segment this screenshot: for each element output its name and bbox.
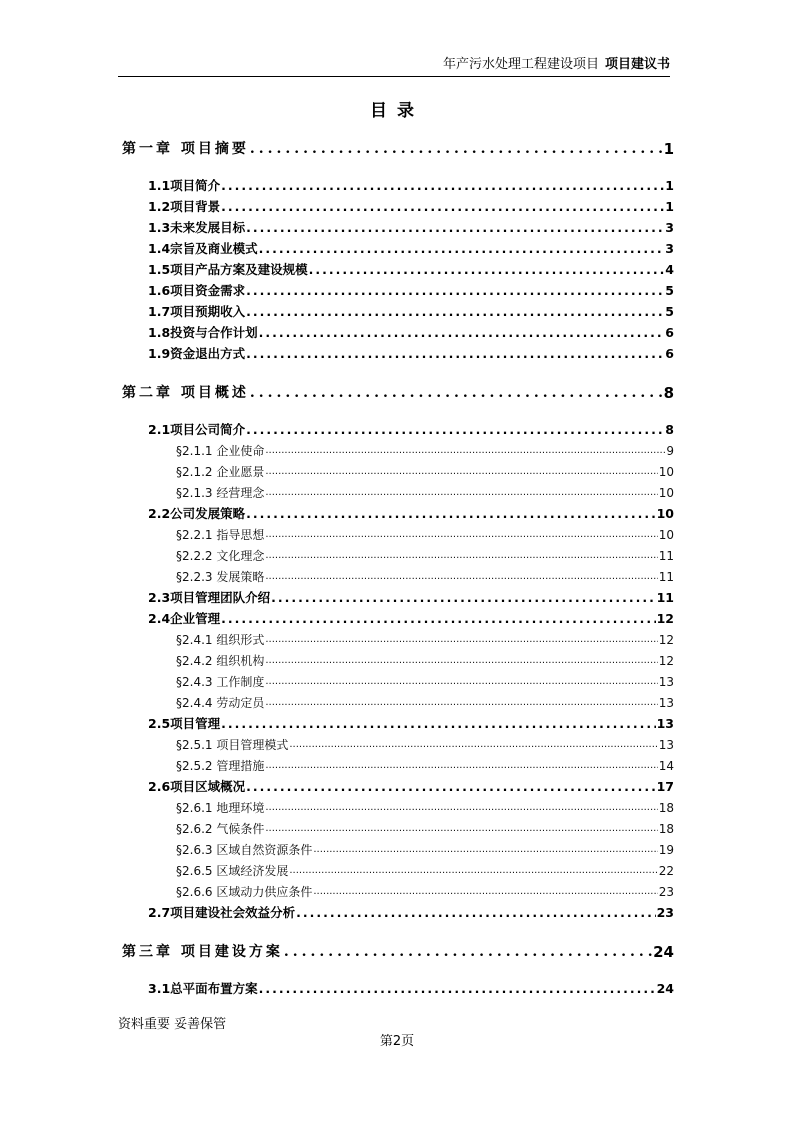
toc-entry-page: 1 xyxy=(665,178,674,193)
toc-sub-entry[interactable] xyxy=(176,483,674,503)
toc-sub-entry[interactable] xyxy=(176,672,674,692)
toc-chapter-entry[interactable] xyxy=(122,138,674,160)
toc-entry-page: 10 xyxy=(658,486,674,500)
dot-leader xyxy=(271,588,655,608)
toc-entry-label: 1.8投资与合作计划 xyxy=(148,325,258,340)
dot-leader xyxy=(246,281,664,301)
toc-entry-label: 1.2项目背景 xyxy=(148,199,221,214)
toc-entry-label: 2.5项目管理 xyxy=(148,716,221,731)
toc-entry-label: 1.9资金退出方式 xyxy=(148,346,246,361)
dot-leader xyxy=(221,176,664,196)
toc-section-entry[interactable] xyxy=(148,588,674,608)
toc-entry-page: 18 xyxy=(658,822,674,836)
dot-leader xyxy=(259,239,665,259)
toc-section-entry[interactable] xyxy=(148,260,674,280)
toc-entry-page: 10 xyxy=(658,528,674,542)
dot-leader xyxy=(250,138,663,160)
toc-sub-entry[interactable] xyxy=(176,882,674,902)
footer-note: 资料重要 妥善保管 xyxy=(118,1017,227,1032)
dot-leader xyxy=(265,756,657,776)
dot-leader xyxy=(289,861,657,881)
dot-leader xyxy=(265,819,657,839)
toc-entry-page: 8 xyxy=(663,384,674,402)
toc-entry-label: 第三章 项目建设方案 xyxy=(122,944,283,960)
toc-entry-label: 3.1总平面布置方案 xyxy=(148,981,258,996)
dot-leader xyxy=(289,735,657,755)
toc-section-entry[interactable] xyxy=(148,609,674,629)
toc-entry-page: 13 xyxy=(658,738,674,752)
header-project: 年产污水处理工程建设项目 xyxy=(442,57,599,72)
toc-entry-page: 4 xyxy=(665,262,674,277)
dot-leader xyxy=(265,651,657,671)
toc-entry-label: §2.5.2 管理措施 xyxy=(176,759,265,773)
toc-entry-label: 2.7项目建设社会效益分析 xyxy=(148,905,296,920)
toc-entry-label: §2.2.2 文化理念 xyxy=(176,549,265,563)
toc-section-entry[interactable] xyxy=(148,777,674,797)
toc-entry-label: §2.4.2 组织机构 xyxy=(176,654,265,668)
dot-leader xyxy=(265,630,657,650)
toc-entry-page: 10 xyxy=(658,465,674,479)
dot-leader xyxy=(265,462,657,482)
toc-entry-page: 1 xyxy=(663,140,674,158)
toc-chapter-entry[interactable] xyxy=(122,941,674,963)
toc-entry-label: §2.2.3 发展策略 xyxy=(176,570,265,584)
toc-entry-page: 14 xyxy=(658,759,674,773)
dot-leader xyxy=(250,382,663,404)
dot-leader xyxy=(259,979,656,999)
toc-section-entry[interactable] xyxy=(148,903,674,923)
toc-section-entry[interactable] xyxy=(148,323,674,343)
toc-entry-label: §2.5.1 项目管理模式 xyxy=(176,738,289,752)
dot-leader xyxy=(313,882,657,902)
toc-entry-page: 8 xyxy=(665,422,674,437)
toc-entry-page: 23 xyxy=(658,885,674,899)
dot-leader xyxy=(265,567,657,587)
toc-sub-entry[interactable] xyxy=(176,735,674,755)
dot-leader xyxy=(309,260,665,280)
toc-entry-label: §2.6.2 气候条件 xyxy=(176,822,265,836)
toc-entry-page: 12 xyxy=(658,654,674,668)
toc-entry-label: §2.1.1 企业使命 xyxy=(176,444,265,458)
toc-entry-page: 13 xyxy=(656,716,674,731)
toc-section-entry[interactable] xyxy=(148,420,674,440)
toc-entry-label: 1.5项目产品方案及建设规模 xyxy=(148,262,308,277)
toc-entry-page: 18 xyxy=(658,801,674,815)
toc-entry-page: 5 xyxy=(665,283,674,298)
toc-entry-page: 13 xyxy=(658,696,674,710)
toc-entry-page: 6 xyxy=(665,325,674,340)
toc-sub-entry[interactable] xyxy=(176,840,674,860)
toc-entry-label: 1.1项目简介 xyxy=(148,178,221,193)
toc-entry-label: §2.4.4 劳动定员 xyxy=(176,696,265,710)
toc-sub-entry[interactable] xyxy=(176,756,674,776)
toc-entry-page: 24 xyxy=(656,981,674,996)
dot-leader xyxy=(246,420,664,440)
toc-entry-label: §2.1.3 经营理念 xyxy=(176,486,265,500)
toc-entry-label: §2.4.1 组织形式 xyxy=(176,633,265,647)
dot-leader xyxy=(246,302,664,322)
toc-entry-label: 第一章 项目摘要 xyxy=(122,141,249,157)
toc-entry-label: 1.6项目资金需求 xyxy=(148,283,246,298)
dot-leader xyxy=(296,903,655,923)
toc-entry-label: §2.4.3 工作制度 xyxy=(176,675,265,689)
toc-entry-page: 11 xyxy=(656,590,674,605)
toc-sub-entry[interactable] xyxy=(176,567,674,587)
toc-entry-label: 2.4企业管理 xyxy=(148,611,221,626)
toc-sub-entry[interactable] xyxy=(176,525,674,545)
toc-entry-label: 第二章 项目概述 xyxy=(122,385,249,401)
toc-entry-page: 5 xyxy=(665,304,674,319)
toc-sub-entry[interactable] xyxy=(176,861,674,881)
toc-entry-page: 12 xyxy=(658,633,674,647)
toc-entry-label: §2.6.6 区域动力供应条件 xyxy=(176,885,313,899)
toc-entry-label: 1.4宗旨及商业模式 xyxy=(148,241,258,256)
toc-sub-entry[interactable] xyxy=(176,819,674,839)
toc-entry-label: §2.1.2 企业愿景 xyxy=(176,465,265,479)
toc-sub-entry[interactable] xyxy=(176,441,674,461)
toc-entry-page: 23 xyxy=(656,905,674,920)
header-doc-type: 项目建议书 xyxy=(604,57,670,72)
toc-entry-page: 19 xyxy=(658,843,674,857)
toc-entry-label: §2.6.5 区域经济发展 xyxy=(176,864,289,878)
dot-leader xyxy=(313,840,657,860)
toc-section-entry[interactable] xyxy=(148,714,674,734)
toc-sub-entry[interactable] xyxy=(176,462,674,482)
toc-entry-label: §2.6.1 地理环境 xyxy=(176,801,265,815)
dot-leader xyxy=(246,344,664,364)
toc-entry-page: 11 xyxy=(658,570,674,584)
toc-entry-label: 2.6项目区域概况 xyxy=(148,779,246,794)
dot-leader xyxy=(284,941,652,963)
toc-entry-page: 3 xyxy=(665,220,674,235)
toc-section-entry[interactable] xyxy=(148,504,674,524)
toc-section-entry[interactable] xyxy=(148,344,674,364)
dot-leader xyxy=(265,525,657,545)
dot-leader xyxy=(259,323,665,343)
toc-entry-label: §2.2.1 指导思想 xyxy=(176,528,265,542)
toc-section-entry[interactable] xyxy=(148,302,674,322)
footer-page-number: 第2页 xyxy=(379,1034,415,1049)
toc-entry-label: 2.3项目管理团队介绍 xyxy=(148,590,271,605)
toc-entry-page: 24 xyxy=(653,943,674,961)
dot-leader xyxy=(265,798,657,818)
toc-section-entry[interactable] xyxy=(148,218,674,238)
toc-entry-page: 17 xyxy=(656,779,674,794)
page-header xyxy=(118,56,670,77)
dot-leader xyxy=(265,546,657,566)
toc-sub-entry[interactable] xyxy=(176,546,674,566)
toc-sub-entry[interactable] xyxy=(176,630,674,650)
dot-leader xyxy=(265,672,657,692)
toc-section-entry[interactable] xyxy=(148,176,674,196)
toc-entry-page: 10 xyxy=(656,506,674,521)
dot-leader xyxy=(246,504,655,524)
dot-leader xyxy=(265,441,665,461)
toc-entry-label: 2.2公司发展策略 xyxy=(148,506,246,521)
toc-entry-label: §2.6.3 区域自然资源条件 xyxy=(176,843,313,857)
toc-entry-page: 6 xyxy=(665,346,674,361)
dot-leader xyxy=(265,483,657,503)
toc-section-entry[interactable] xyxy=(148,979,674,999)
toc-entry-label: 1.3未来发展目标 xyxy=(148,220,246,235)
toc-sub-entry[interactable] xyxy=(176,693,674,713)
toc-section-entry[interactable] xyxy=(148,197,674,217)
dot-leader xyxy=(246,218,664,238)
toc-entry-page: 9 xyxy=(666,444,674,458)
toc-sub-entry[interactable] xyxy=(176,651,674,671)
toc-sub-entry[interactable] xyxy=(176,798,674,818)
dot-leader xyxy=(221,609,655,629)
toc-entry-page: 11 xyxy=(658,549,674,563)
toc-entry-page: 1 xyxy=(665,199,674,214)
dot-leader xyxy=(221,197,664,217)
toc-entry-page: 13 xyxy=(658,675,674,689)
toc-section-entry[interactable] xyxy=(148,239,674,259)
toc-title: 目录 xyxy=(370,101,424,121)
dot-leader xyxy=(265,693,657,713)
toc-section-entry[interactable] xyxy=(148,281,674,301)
toc-chapter-entry[interactable] xyxy=(122,382,674,404)
toc-entry-page: 12 xyxy=(656,611,674,626)
toc-entry-page: 3 xyxy=(665,241,674,256)
toc-entry-page: 22 xyxy=(658,864,674,878)
dot-leader xyxy=(246,777,655,797)
toc-entry-label: 1.7项目预期收入 xyxy=(148,304,246,319)
toc-entry-label: 2.1项目公司简介 xyxy=(148,422,246,437)
dot-leader xyxy=(221,714,655,734)
